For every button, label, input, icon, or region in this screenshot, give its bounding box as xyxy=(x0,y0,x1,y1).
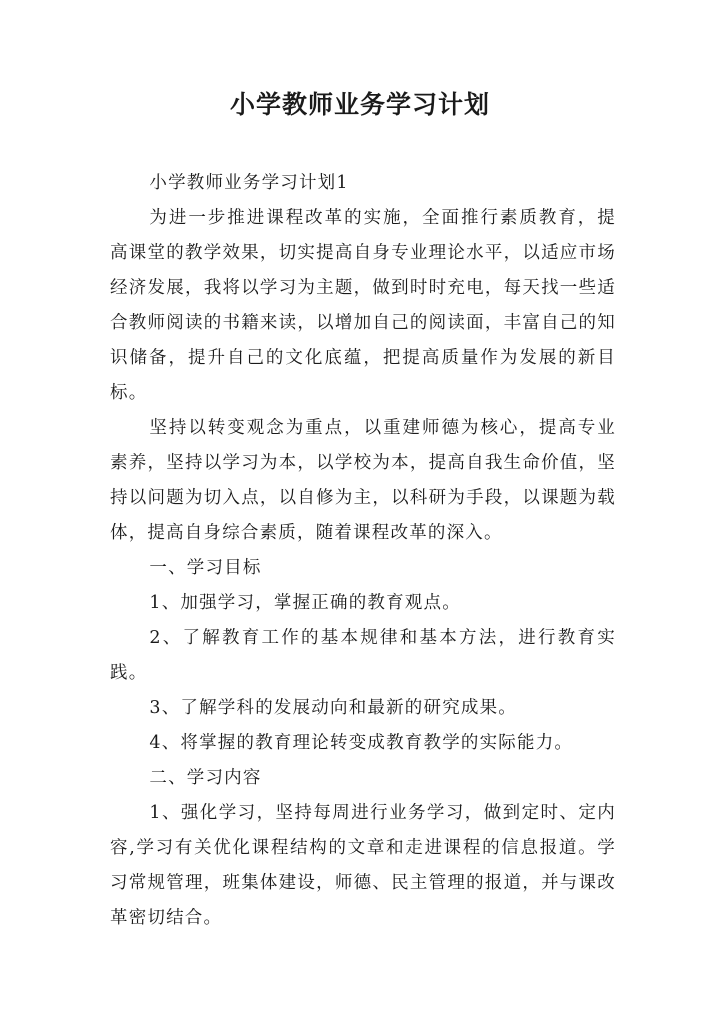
document-body xyxy=(110,166,616,936)
list-item: 1、强化学习，坚持每周进行业务学习，做到定时、定内容,学习有关优化课程结构的文章和走进课程的信息报道。学习常规管理，班集体建设，师德、民主管理的报道，并与课改革密切结合。 xyxy=(110,803,616,928)
list-item: 1、加强学习，掌握正确的教育观点。 xyxy=(149,593,461,613)
section-heading: 一、学习目标 xyxy=(149,558,262,578)
list-item: 2、了解教育工作的基本规律和基本方法，进行教育实践。 xyxy=(110,628,616,683)
paragraph: 为进一步推进课程改革的实施，全面推行素质教育，提高课堂的教学效果，切实提高自身专业理论水平，以适应市场经济发展，我将以学习为主题，做到时时充电，每天找一些适合教师阅读的书籍来读，以增加自己的阅读面，丰富自己的知识储备，提升自己的文化底蕴，把提高质量作为发展的新目标。 xyxy=(110,208,616,403)
section-heading: 二、学习内容 xyxy=(149,768,262,788)
section-subtitle: 小学教师业务学习计划1 xyxy=(149,173,349,193)
list-item: 4、将掌握的教育理论转变成教育教学的实际能力。 xyxy=(149,733,574,753)
paragraph: 坚持以转变观念为重点，以重建师德为核心，提高专业素养，坚持以学习为本，以学校为本，提高自我生命价值，坚持以问题为切入点，以自修为主，以科研为手段，以课题为载体，提高自身综合素质，随着课程改革的深入。 xyxy=(110,418,616,543)
document-title: 小学教师业务学习计划 xyxy=(229,90,490,119)
list-item: 3、了解学科的发展动向和最新的研究成果。 xyxy=(149,698,518,718)
